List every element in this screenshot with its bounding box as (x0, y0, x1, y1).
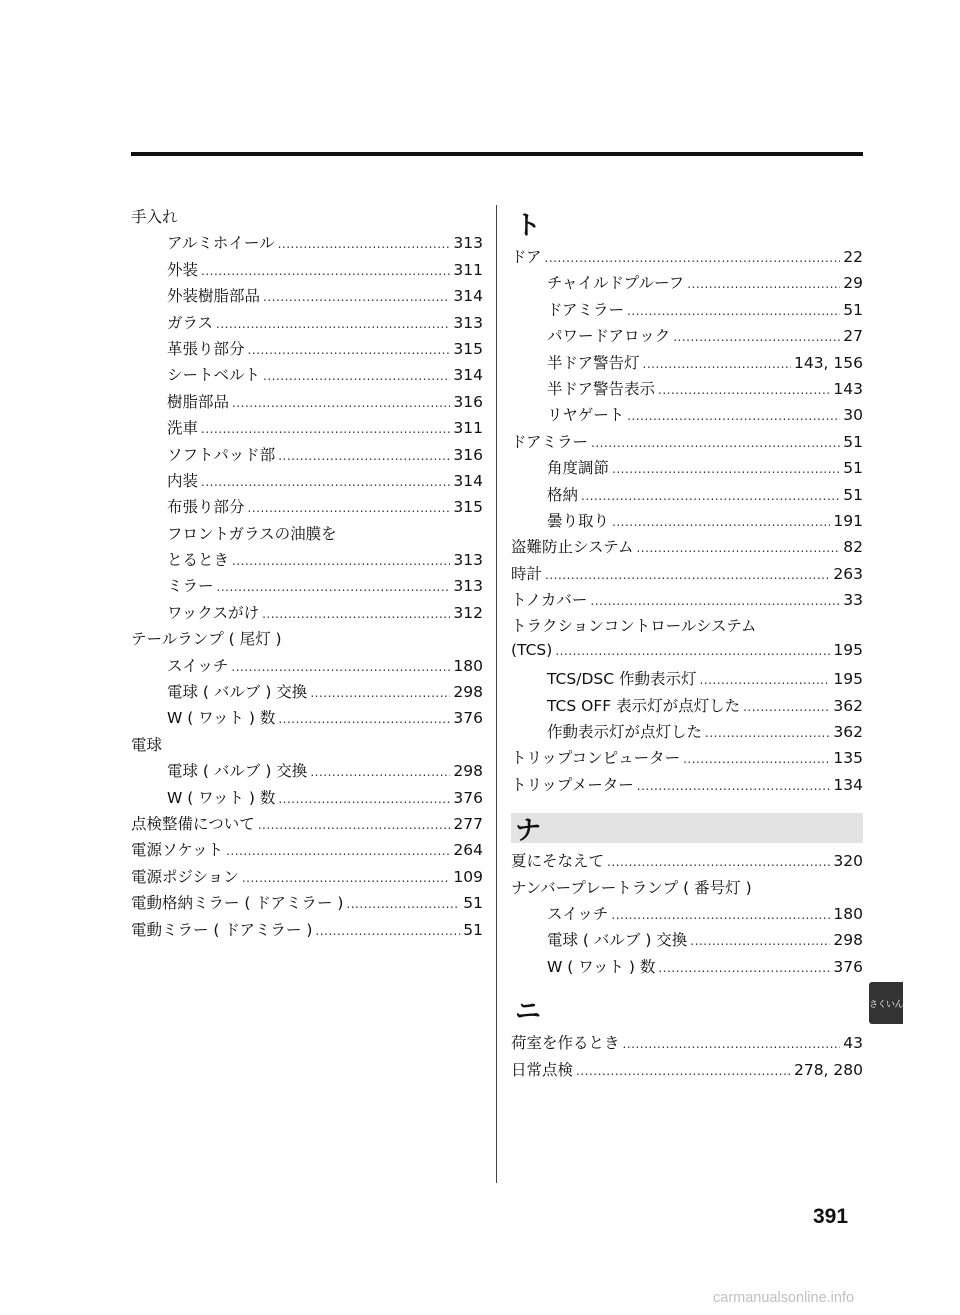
dot-leader (612, 462, 840, 474)
entry-page[interactable]: 134 (833, 775, 863, 794)
entry-page[interactable]: 362 (833, 696, 863, 715)
entry-label: ミラー (167, 577, 214, 596)
entry-label: 点検整備について (131, 814, 255, 833)
dot-leader (242, 871, 451, 883)
entry-page[interactable]: 51 (843, 300, 863, 319)
entry-page[interactable]: 314 (453, 287, 483, 306)
index-entry (511, 377, 863, 403)
entry-page[interactable]: 312 (453, 603, 483, 622)
dot-leader (623, 1037, 841, 1049)
dot-leader (612, 515, 830, 527)
index-entry (511, 483, 863, 509)
entry-page[interactable]: 315 (453, 498, 483, 517)
index-column-left (131, 205, 483, 944)
entry-label: 角度調節 (547, 459, 610, 478)
entry-label: テールランプ ( 尾灯 ) (131, 630, 282, 649)
entry-label: チャイルドプルーフ (547, 274, 685, 293)
entry-page[interactable]: 51 (843, 485, 863, 504)
index-entry (131, 258, 483, 284)
entry-label: TCS/DSC 作動表示灯 (547, 670, 697, 689)
index-entry (131, 654, 483, 680)
dot-leader (611, 908, 830, 920)
entry-label: W ( ワット ) 数 (167, 709, 276, 728)
index-entry (131, 838, 483, 864)
index-entry (511, 614, 863, 640)
dot-leader (690, 934, 830, 946)
index-entry (511, 1031, 863, 1057)
dot-leader (201, 264, 450, 276)
entry-label: ソフトパッド部 (167, 445, 276, 464)
entry-page[interactable]: 376 (453, 709, 483, 728)
entry-label: トリップコンピューター (511, 749, 681, 768)
dot-leader (607, 855, 830, 867)
index-entry (511, 430, 863, 456)
entry-label: 荷室を作るとき (511, 1034, 620, 1053)
dot-leader (201, 422, 450, 434)
dot-leader (683, 752, 830, 764)
entry-page[interactable]: 51 (843, 459, 863, 478)
dot-leader (346, 897, 460, 909)
entry-page[interactable]: 313 (453, 551, 483, 570)
index-entry (511, 667, 863, 693)
dot-leader (262, 607, 450, 619)
entry-label: アルミホイール (167, 234, 275, 253)
entry-page[interactable]: 311 (453, 419, 483, 438)
entry-page[interactable]: 109 (453, 867, 483, 886)
entry-label: ドアミラー (547, 300, 625, 319)
index-entry (131, 680, 483, 706)
entry-page[interactable]: 51 (463, 894, 483, 913)
dot-leader (263, 290, 450, 302)
dot-leader (627, 304, 840, 316)
entry-label: 盗難防止システム (511, 538, 634, 557)
dot-leader (278, 237, 451, 249)
entry-page[interactable]: 180 (453, 656, 483, 675)
index-entry (511, 928, 863, 954)
entry-label: 電球 (131, 735, 163, 754)
entry-label: TCS OFF 表示灯が点灯した (547, 696, 741, 715)
entry-page[interactable]: 311 (453, 260, 483, 279)
dot-leader (581, 489, 840, 501)
dot-leader (555, 644, 830, 656)
dot-leader (687, 277, 840, 289)
entry-label: 半ドア警告表示 (547, 379, 656, 398)
entry-page[interactable]: 313 (453, 313, 483, 332)
index-entry (131, 284, 483, 310)
index-entry (511, 324, 863, 350)
entry-page[interactable]: 313 (453, 234, 483, 253)
entry-page[interactable]: 180 (833, 904, 863, 923)
index-entry (511, 456, 863, 482)
entry-page[interactable]: 277 (453, 814, 483, 833)
entry-page[interactable]: 51 (463, 920, 483, 939)
dot-leader (278, 792, 450, 804)
index-entry (511, 535, 863, 561)
index-entry (511, 955, 863, 981)
column-divider (496, 205, 497, 1183)
section-heading: ナ (511, 813, 863, 843)
dot-leader (278, 712, 450, 724)
dot-leader (658, 961, 830, 973)
entry-page[interactable]: 143 (833, 379, 863, 398)
dot-leader (315, 924, 460, 936)
dot-leader (673, 330, 840, 342)
dot-leader (310, 686, 450, 698)
entry-label: 日常点検 (511, 1060, 574, 1079)
entry-label: パワードアロック (547, 327, 671, 346)
index-entry (131, 812, 483, 838)
index-entry (511, 773, 863, 799)
entry-page[interactable]: 315 (453, 339, 483, 358)
dot-leader (232, 554, 450, 566)
entry-page[interactable]: 376 (833, 957, 863, 976)
page-number: 391 (813, 1205, 849, 1228)
dot-leader (658, 383, 830, 395)
entry-label: 格納 (547, 485, 579, 504)
entry-page[interactable]: 316 (453, 392, 483, 411)
dot-leader (643, 357, 791, 369)
entry-page[interactable]: 143, 156 (793, 353, 863, 372)
entry-page[interactable]: 27 (843, 327, 863, 346)
index-entry (511, 694, 863, 720)
entry-label: ナンバープレートランプ ( 番号灯 ) (511, 878, 752, 897)
entry-label: 曇り取り (547, 511, 610, 530)
index-entry (131, 390, 483, 416)
entry-label: リヤゲート (547, 406, 625, 425)
section-heading: ト (515, 210, 542, 241)
entry-label: 電源ポジション (131, 867, 239, 886)
index-entry (131, 759, 483, 785)
entry-label: W ( ワット ) 数 (167, 788, 276, 807)
entry-label: 電球 ( バルブ ) 交換 (547, 931, 688, 950)
index-entry (131, 311, 483, 337)
entry-label: トノカバー (511, 591, 588, 610)
entry-label: 電動格納ミラー ( ドアミラー ) (131, 894, 344, 913)
section-heading: ニ (515, 996, 542, 1027)
entry-page[interactable]: 376 (453, 788, 483, 807)
entry-page[interactable]: 191 (833, 511, 863, 530)
entry-label: 洗車 (167, 419, 199, 438)
index-entry (131, 574, 483, 600)
entry-label: 手入れ (131, 208, 178, 226)
entry-page[interactable]: 278, 280 (793, 1060, 863, 1079)
index-entry (511, 1058, 863, 1084)
entry-label: ガラス (167, 313, 214, 332)
index-entry (131, 469, 483, 495)
index-entry (511, 902, 863, 928)
entry-page[interactable]: 33 (843, 591, 863, 610)
dot-leader (590, 594, 840, 606)
entry-label: フロントガラスの油膜を (167, 524, 337, 543)
index-entry (511, 720, 863, 746)
entry-page[interactable]: 314 (453, 366, 483, 385)
entry-label: 電源ソケット (131, 841, 224, 860)
entry-label: 電球 ( バルブ ) 交換 (167, 683, 308, 702)
dot-leader (576, 1064, 791, 1076)
entry-page[interactable]: 195 (833, 640, 863, 659)
dot-leader (637, 779, 831, 791)
index-entry (511, 351, 863, 377)
entry-label: とるとき (167, 551, 230, 570)
dot-leader (636, 541, 840, 553)
entry-label: スイッチ (167, 656, 229, 675)
entry-label: ドアミラー (511, 432, 589, 451)
entry-page[interactable]: 195 (833, 670, 863, 689)
index-column-right (511, 205, 863, 1084)
dot-leader (216, 317, 450, 329)
index-side-tab[interactable]: さくいん (869, 982, 903, 1024)
index-entry (511, 562, 863, 588)
entry-label: 布張り部分 (167, 498, 245, 517)
index-entry (131, 363, 483, 389)
dot-leader (545, 568, 830, 580)
dot-leader (263, 369, 450, 381)
index-entry (131, 918, 483, 944)
entry-label: (TCS) (511, 640, 553, 659)
watermark: carmanualsonline.info (713, 1290, 855, 1306)
index-entry (511, 509, 863, 535)
index-entry (131, 231, 483, 257)
index-entry (511, 245, 863, 271)
entry-label: ドア (511, 248, 542, 266)
entry-page[interactable]: 264 (453, 841, 483, 860)
index-entry (131, 786, 483, 812)
entry-label: スイッチ (547, 904, 609, 923)
entry-label: 作動表示灯が点灯した (547, 723, 703, 742)
entry-page[interactable]: 51 (843, 432, 863, 451)
dot-leader (258, 818, 451, 830)
entry-page[interactable]: 298 (453, 762, 483, 781)
index-entry (131, 891, 483, 917)
dot-leader (627, 409, 840, 421)
entry-page[interactable]: 320 (833, 852, 863, 871)
dot-leader (248, 501, 451, 513)
entry-label: 半ドア警告灯 (547, 353, 640, 372)
entry-label: 外装樹脂部品 (167, 287, 261, 306)
index-entry (131, 865, 483, 891)
index-entry (511, 876, 863, 902)
dot-leader (743, 700, 830, 712)
dot-leader (201, 475, 450, 487)
dot-leader (231, 660, 450, 672)
entry-page[interactable]: 362 (833, 723, 863, 742)
entry-label: 革張り部分 (167, 339, 245, 358)
entry-label: 外装 (167, 260, 199, 279)
index-entry (511, 641, 863, 667)
dot-leader (226, 844, 450, 856)
entry-page[interactable]: 298 (833, 931, 863, 950)
index-entry (131, 205, 483, 231)
entry-label: ワックスがけ (167, 603, 260, 622)
index-entry (511, 849, 863, 875)
entry-label: 夏にそなえて (511, 852, 605, 871)
index-entry (511, 298, 863, 324)
entry-label: 電球 ( バルブ ) 交換 (167, 762, 308, 781)
dot-leader (591, 436, 840, 448)
index-entry (131, 627, 483, 653)
index-entry (131, 522, 483, 548)
index-entry (511, 403, 863, 429)
dot-leader (278, 449, 450, 461)
entry-label: 内装 (167, 471, 199, 490)
dot-leader (232, 396, 450, 408)
entry-label: トラクションコントロールシステム (511, 617, 757, 636)
index-entry (131, 443, 483, 469)
index-entry (511, 746, 863, 772)
index-entry (511, 588, 863, 614)
index-entry (131, 337, 483, 363)
index-entry (131, 495, 483, 521)
dot-leader (545, 251, 841, 263)
entry-label: W ( ワット ) 数 (547, 957, 656, 976)
index-entry (131, 548, 483, 574)
index-entry (131, 601, 483, 627)
entry-page[interactable]: 82 (843, 538, 863, 557)
index-entry (511, 271, 863, 297)
entry-label: シートベルト (167, 366, 261, 385)
entry-page[interactable]: 135 (833, 749, 863, 768)
entry-page[interactable]: 314 (453, 471, 483, 490)
dot-leader (248, 343, 451, 355)
dot-leader (699, 673, 830, 685)
index-entry (131, 416, 483, 442)
entry-page[interactable]: 313 (453, 577, 483, 596)
index-entry (131, 733, 483, 759)
entry-page[interactable]: 298 (453, 683, 483, 702)
dot-leader (310, 765, 450, 777)
header-rule (131, 152, 863, 156)
index-entry (131, 706, 483, 732)
dot-leader (217, 580, 451, 592)
entry-label: 樹脂部品 (167, 392, 230, 411)
entry-page[interactable]: 43 (843, 1034, 863, 1053)
dot-leader (705, 726, 830, 738)
entry-page[interactable]: 22 (843, 248, 863, 266)
entry-label: 時計 (511, 564, 543, 583)
entry-page[interactable]: 263 (833, 564, 863, 583)
entry-label: トリップメーター (511, 775, 634, 794)
entry-label: 電動ミラー ( ドアミラー ) (131, 920, 313, 939)
entry-page[interactable]: 29 (843, 274, 863, 293)
entry-page[interactable]: 30 (843, 406, 863, 425)
entry-page[interactable]: 316 (453, 445, 483, 464)
